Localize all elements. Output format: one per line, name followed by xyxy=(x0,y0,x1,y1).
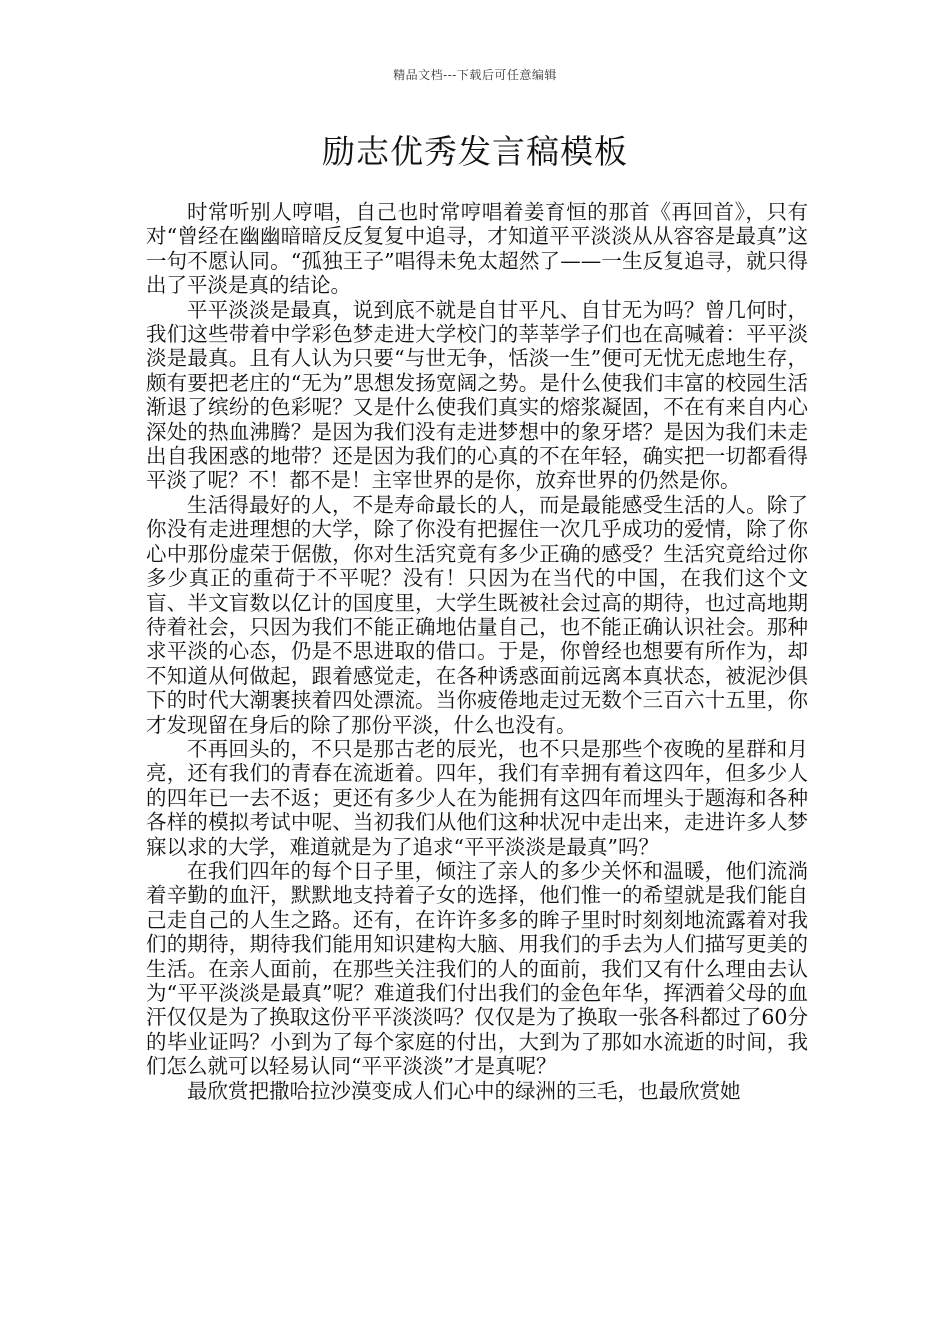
paragraph: 最欣赏把撒哈拉沙漠变成人们心中的绿洲的三毛，也最欣赏她 xyxy=(187,1078,741,1103)
page-header-note: 精品文档---下载后可任意编辑 xyxy=(393,68,557,82)
paragraph: 不再回头的，不只是那古老的辰光，也不只是那些个夜晚的星群和月亮，还有我们的青春在流逝着。四年，我们有幸拥有着这四年，但多少人的四年已一去不返；更还有多少人在为能拥有这四年而埋头于题海和各种各样的模拟考试中呢、当初我们从他们这种状况中走出来，走进许多人梦寐以求的大学，难道就是为了追求“平平淡淡是最真”吗？ xyxy=(146,736,808,859)
paragraph: 平平淡淡是最真，说到底不就是自甘平凡、自甘无为吗？曾几何时，我们这些带着中学彩色梦走进大学校门的莘莘学子们也在高喊着：平平淡淡是最真。且有人认为只要“与世无争，恬淡一生”便可无忧无虑地生存，颇有要把老庄的“无为”思想发扬宽阔之势。是什么使我们丰富的校园生活渐退了缤纷的色彩呢？又是什么使我们真实的熔浆凝固，不在有来自内心深处的热血沸腾？是因为我们没有走进梦想中的象牙塔？是因为我们未走出自我困惑的地带？还是因为我们的心真的不在年轻，确实把一切都看得平淡了呢？不！都不是！主宰世界的是你，放弃世界的仍然是你。 xyxy=(146,297,808,493)
document-title: 励志优秀发言稿模板 xyxy=(322,132,628,171)
paragraph: 生活得最好的人，不是寿命最长的人，而是最能感受生活的人。除了你没有走进理想的大学，除了你没有把握住一次几乎成功的爱情，除了你心中那份虚荣于倨傲，你对生活究竟有多少正确的感受？生活究竟给过你多少真正的重荷于不平呢？没有！只因为在当代的中国，在我们这个文盲、半文盲数以亿计的国度里，大学生既被社会过高的期待，也过高地期待着社会，只因为我们不能正确地估量自己，也不能正确认识社会。那种求平淡的心态，仍是不思进取的借口。于是，你曾经也想要有所作为，却不知道从何做起，跟着感觉走，在各种诱惑面前远离本真状态，被泥沙俱下的时代大潮裹挟着四处漂流。当你疲倦地走过无数个三百六十五里，你才发现留在身后的除了那份平淡，什么也没有。 xyxy=(146,492,808,737)
paragraph: 在我们四年的每个日子里，倾注了亲人的多少关怀和温暖，他们流淌着辛勤的血汗，默默地支持着子女的选择，他们惟一的希望就是我们能自己走自己的人生之路。还有，在许许多多的眸子里时时刻刻地流露着对我们的期待，期待我们能用知识建构大脑、用我们的手去为人们描写更美的生活。在亲人面前，在那些关注我们的人的面前，我们又有什么理由去认为“平平淡淡是最真”呢？难道我们付出我们的金色年华，挥洒着父母的血汗仅仅是为了换取这份平平淡淡吗？仅仅是为了换取一张各科都过了60分的毕业证吗？小到为了每个家庭的付出，大到为了那如水流逝的时间，我们怎么就可以轻易认同“平平淡淡”才是真呢？ xyxy=(146,858,808,1079)
paragraph: 时常听别人哼唱，自己也时常哼唱着姜育恒的那首《再回首》，只有对“曾经在幽幽暗暗反反复复中追寻，才知道平平淡淡从从容容是最真”这一句不愿认同。“孤独王子”唱得未免太超然了——一生反复追寻，就只得出了平淡是真的结论。 xyxy=(146,200,808,298)
document-body xyxy=(146,200,808,1103)
